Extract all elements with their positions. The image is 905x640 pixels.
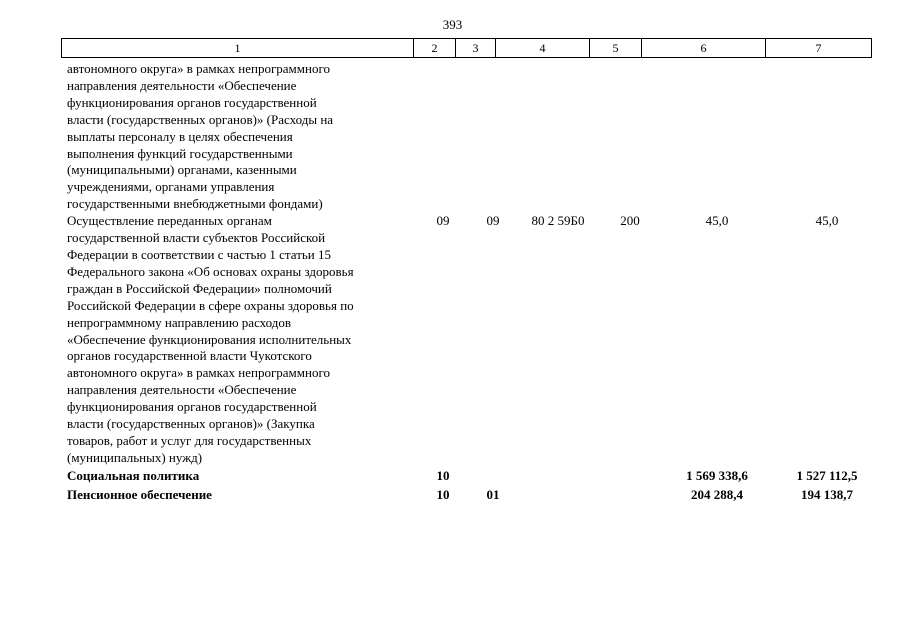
- row-amount-year-2: 194 138,7: [801, 486, 853, 502]
- row-section-code: 10: [436, 486, 450, 502]
- column-header-7: 7: [766, 39, 872, 58]
- description-line: Российской Федерации в сфере охраны здоровья по: [67, 297, 354, 313]
- description-line: направления деятельности «Обеспечение: [67, 77, 297, 93]
- page-number: 393: [442, 17, 463, 32]
- column-header-2: 2: [414, 39, 456, 58]
- column-header-3: 3: [456, 39, 496, 58]
- row-description: [61, 487, 413, 504]
- description-line: Федерального закона «Об основах охраны здоровья: [67, 263, 354, 279]
- budget-table-body: [61, 61, 871, 504]
- description-line: направления деятельности «Обеспечение: [67, 382, 297, 398]
- description-line: Федерации в соответствии с частью 1 статьи 15: [67, 246, 332, 262]
- description-line: выполнения функций государственными: [67, 145, 293, 161]
- description-line: органов государственной власти Чукотского: [67, 348, 312, 364]
- row-amount-year-2: 45,0: [815, 213, 839, 229]
- column-header-row: [62, 39, 872, 58]
- description-line: (муниципальных) нужд): [67, 449, 203, 465]
- description-line: товаров, работ и услуг для государственных: [67, 432, 312, 448]
- table-row: [61, 213, 871, 467]
- description-line: непрограммному направлению расходов: [67, 314, 292, 330]
- description-line: Пенсионное обеспечение: [67, 486, 212, 502]
- row-amount-year-1: 45,0: [705, 213, 729, 229]
- description-line: учреждениями, органами управления: [67, 179, 275, 195]
- description-line: автономного округа» в рамках непрограммного: [67, 365, 330, 381]
- table-row: [61, 61, 871, 213]
- description-line: власти (государственных органов)» (Расходы на: [67, 111, 334, 127]
- row-description: [61, 61, 413, 213]
- row-description: [61, 213, 413, 467]
- row-target-article: 80 2 59Б0: [531, 213, 585, 229]
- description-line: государственными внебюджетными фондами): [67, 196, 323, 212]
- description-line: (муниципальными) органами, казенными: [67, 162, 297, 178]
- row-subsection-code: 09: [486, 213, 500, 229]
- row-amount-year-1: 1 569 338,6: [686, 467, 748, 483]
- column-header-6: 6: [642, 39, 766, 58]
- column-header-1: 1: [62, 39, 414, 58]
- column-header-5: 5: [590, 39, 642, 58]
- description-line: «Обеспечение функционирования исполнительных: [67, 331, 352, 347]
- table-row: [61, 468, 871, 485]
- description-line: граждан в Российской Федерации» полномочий: [67, 280, 332, 296]
- table-row: [61, 487, 871, 504]
- column-header-4: 4: [496, 39, 590, 58]
- description-line: автономного округа» в рамках непрограммного: [67, 61, 330, 76]
- description-line: выплаты персоналу в целях обеспечения: [67, 128, 293, 144]
- row-section-code: 10: [436, 467, 450, 483]
- description-line: государственной власти субъектов Российской: [67, 230, 326, 246]
- description-line: Социальная политика: [67, 467, 200, 483]
- row-description: [61, 468, 413, 485]
- description-line: функционирования органов государственной: [67, 94, 317, 110]
- row-subsection-code: 01: [486, 486, 500, 502]
- description-line: власти (государственных органов)» (Закупка: [67, 416, 315, 432]
- column-header-table: [61, 38, 872, 58]
- row-section-code: 09: [436, 213, 450, 229]
- row-amount-year-2: 1 527 112,5: [796, 467, 858, 483]
- description-line: функционирования органов государственной: [67, 399, 317, 415]
- description-line: Осуществление переданных органам: [67, 213, 272, 229]
- row-expense-type: 200: [620, 213, 640, 229]
- row-amount-year-1: 204 288,4: [691, 486, 743, 502]
